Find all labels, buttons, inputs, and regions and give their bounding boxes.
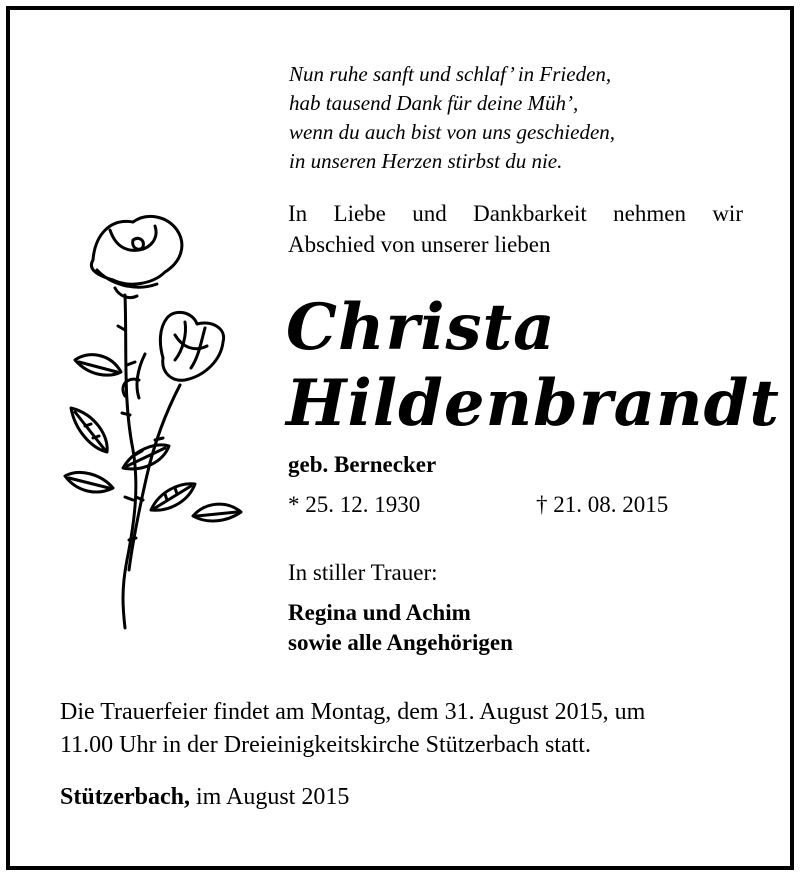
first-name: Christa xyxy=(286,290,556,365)
rose-icon xyxy=(55,200,255,640)
intro-line: Abschied von unserer lieben xyxy=(288,232,551,257)
mourner-line: sowie alle Angehörigen xyxy=(288,630,513,655)
birth-date: * 25. 12. 1930 xyxy=(288,492,421,517)
birth-name: geb. Bernecker xyxy=(288,452,437,477)
life-dates xyxy=(288,492,669,518)
deceased-name xyxy=(286,290,780,442)
place-month: im August 2015 xyxy=(189,784,350,810)
poem-line: in unseren Herzen stirbst du nie. xyxy=(289,149,563,173)
place-city: Stützerbach, xyxy=(60,784,190,810)
poem xyxy=(289,60,615,176)
death-date: † 21. 08. 2015 xyxy=(536,492,669,517)
service-line: Die Trauerfeier findet am Montag, dem 31. August 2015, um xyxy=(60,699,646,725)
mourner-line: Regina und Achim xyxy=(288,600,471,625)
poem-line: wenn du auch bist von uns geschieden, xyxy=(289,120,616,144)
place-date xyxy=(60,784,349,811)
poem-line: hab tausend Dank für deine Müh’, xyxy=(289,91,579,115)
poem-line: Nun ruhe sanft und schlaf’ in Frieden, xyxy=(289,62,612,86)
funeral-service-info xyxy=(60,696,750,762)
mourners xyxy=(288,598,513,658)
last-name: Hildenbrandt xyxy=(286,366,780,441)
intro-line: In Liebe und Dankbarkeit nehmen wir xyxy=(288,201,743,226)
service-line: 11.00 Uhr in der Dreieinigkeitskirche Stützerbach statt. xyxy=(60,732,591,758)
mourning-heading: In stiller Trauer: xyxy=(288,560,438,585)
intro-text xyxy=(288,198,743,260)
